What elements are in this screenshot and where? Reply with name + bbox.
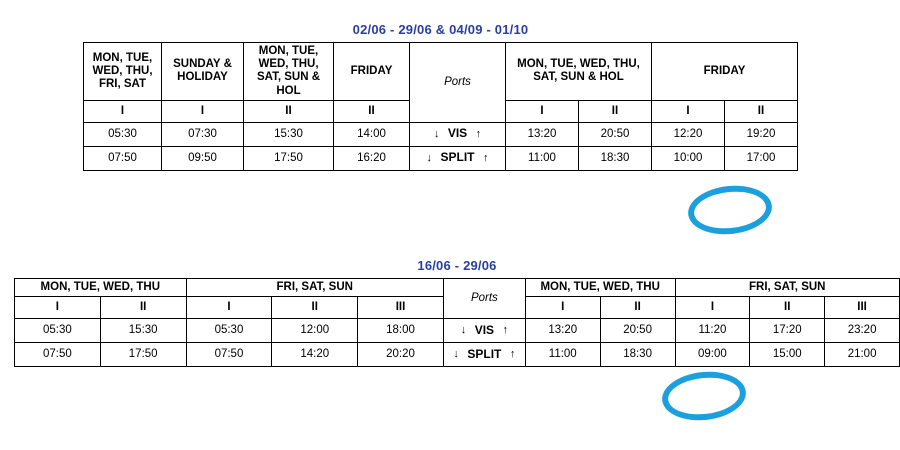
highlight-circle-annotation-2 xyxy=(660,368,749,425)
header-cell-friday-left: FRIDAY xyxy=(334,43,410,101)
table-row xyxy=(15,343,900,367)
time-cell: 07:50 xyxy=(15,343,101,367)
roman-cell-8: I xyxy=(675,297,750,319)
roman-cell-6: I xyxy=(525,297,600,319)
port-label: SPLIT xyxy=(440,150,475,165)
time-cell: 18:30 xyxy=(579,146,652,170)
time-cell: 05:30 xyxy=(186,319,272,343)
time-cell: 20:50 xyxy=(600,319,675,343)
time-cell: 12:00 xyxy=(272,319,358,343)
arrow-down-icon: ↓ xyxy=(433,127,440,140)
roman-cell-2: I xyxy=(162,100,244,122)
arrow-down-icon: ↓ xyxy=(426,151,432,164)
time-cell: 23:20 xyxy=(825,319,900,343)
time-cell-highlighted: 09:00 xyxy=(675,343,750,367)
roman-cell-4: II xyxy=(334,100,410,122)
header-cell-ports: Ports xyxy=(443,279,525,319)
roman-cell-5: I xyxy=(506,100,579,122)
roman-cell-2: II xyxy=(100,297,186,319)
table-row xyxy=(84,146,798,170)
roman-cell-10: III xyxy=(825,297,900,319)
roman-cell-4: II xyxy=(272,297,358,319)
time-cell: 11:00 xyxy=(506,146,579,170)
roman-cell-7: II xyxy=(600,297,675,319)
highlight-circle-annotation-1 xyxy=(686,182,775,239)
header-cell-mon-thu-left: MON, TUE, WED, THU xyxy=(15,279,187,297)
roman-cell-1: I xyxy=(84,100,162,122)
time-cell: 21:00 xyxy=(825,343,900,367)
time-cell: 13:20 xyxy=(525,319,600,343)
port-label: VIS xyxy=(474,322,495,337)
roman-cell-8: II xyxy=(725,100,798,122)
time-cell: 13:20 xyxy=(506,122,579,146)
table-row xyxy=(84,122,798,146)
schedule-table-1 xyxy=(83,42,798,171)
table-header-row xyxy=(84,43,798,101)
time-cell: 17:50 xyxy=(100,343,186,367)
header-cell-fri-sun-left: FRI, SAT, SUN xyxy=(186,279,443,297)
time-cell-highlighted: 12:20 xyxy=(652,122,725,146)
time-cell: 19:20 xyxy=(725,122,798,146)
port-label: SPLIT xyxy=(467,346,502,361)
time-cell: 07:30 xyxy=(162,122,244,146)
time-cell-highlighted: 11:20 xyxy=(675,319,750,343)
time-cell: 15:00 xyxy=(750,343,825,367)
time-cell: 15:30 xyxy=(100,319,186,343)
header-cell-sunday-holiday: SUNDAY & HOLIDAY xyxy=(162,43,244,101)
roman-cell-6: II xyxy=(579,100,652,122)
arrow-up-icon: ↑ xyxy=(483,151,489,164)
time-cell: 17:50 xyxy=(244,146,334,170)
time-cell-highlighted: 10:00 xyxy=(652,146,725,170)
arrow-up-icon: ↑ xyxy=(509,348,516,361)
block-2-title: 16/06 - 29/06 xyxy=(417,258,497,273)
timetable-block-1 xyxy=(83,22,798,171)
port-cell-vis xyxy=(410,122,506,146)
port-cell-split xyxy=(410,146,506,170)
table-header-row xyxy=(15,279,900,297)
time-cell: 14:20 xyxy=(272,343,358,367)
roman-cell-3: I xyxy=(186,297,272,319)
roman-cell-3: II xyxy=(244,100,334,122)
table-row xyxy=(15,319,900,343)
time-cell: 05:30 xyxy=(84,122,162,146)
header-cell-mon-sun-hol: MON, TUE, WED, THU, SAT, SUN & HOL xyxy=(244,43,334,101)
time-cell: 15:30 xyxy=(244,122,334,146)
roman-cell-1: I xyxy=(15,297,101,319)
time-cell: 16:20 xyxy=(334,146,410,170)
header-cell-friday-right: FRIDAY xyxy=(652,43,798,101)
time-cell: 07:50 xyxy=(186,343,272,367)
time-cell: 11:00 xyxy=(525,343,600,367)
header-cell-mon-sun-hol-right: MON, TUE, WED, THU, SAT, SUN & HOL xyxy=(506,43,652,101)
time-cell: 17:20 xyxy=(750,319,825,343)
port-cell-vis xyxy=(443,319,525,343)
time-cell: 20:20 xyxy=(358,343,444,367)
block-1-title: 02/06 - 29/06 & 04/09 - 01/10 xyxy=(352,22,529,37)
header-cell-mon-thu-right: MON, TUE, WED, THU xyxy=(525,279,675,297)
arrow-down-icon: ↓ xyxy=(453,348,459,361)
timetable-block-2 xyxy=(14,258,900,367)
time-cell: 07:50 xyxy=(84,146,162,170)
arrow-up-icon: ↑ xyxy=(475,127,482,140)
time-cell: 17:00 xyxy=(725,146,798,170)
roman-cell-9: II xyxy=(750,297,825,319)
time-cell: 18:00 xyxy=(358,319,444,343)
roman-cell-5: III xyxy=(358,297,444,319)
port-label: VIS xyxy=(447,126,468,141)
port-cell-split xyxy=(443,343,525,367)
time-cell: 20:50 xyxy=(579,122,652,146)
header-cell-fri-sun-right: FRI, SAT, SUN xyxy=(675,279,900,297)
time-cell: 14:00 xyxy=(334,122,410,146)
schedule-table-2 xyxy=(14,278,900,367)
arrow-up-icon: ↑ xyxy=(502,324,509,337)
time-cell: 18:30 xyxy=(600,343,675,367)
roman-cell-7: I xyxy=(652,100,725,122)
header-cell-mon-sat: MON, TUE, WED, THU, FRI, SAT xyxy=(84,43,162,101)
time-cell: 09:50 xyxy=(162,146,244,170)
arrow-down-icon: ↓ xyxy=(460,324,467,337)
time-cell: 05:30 xyxy=(15,319,101,343)
header-cell-ports: Ports xyxy=(410,43,506,123)
